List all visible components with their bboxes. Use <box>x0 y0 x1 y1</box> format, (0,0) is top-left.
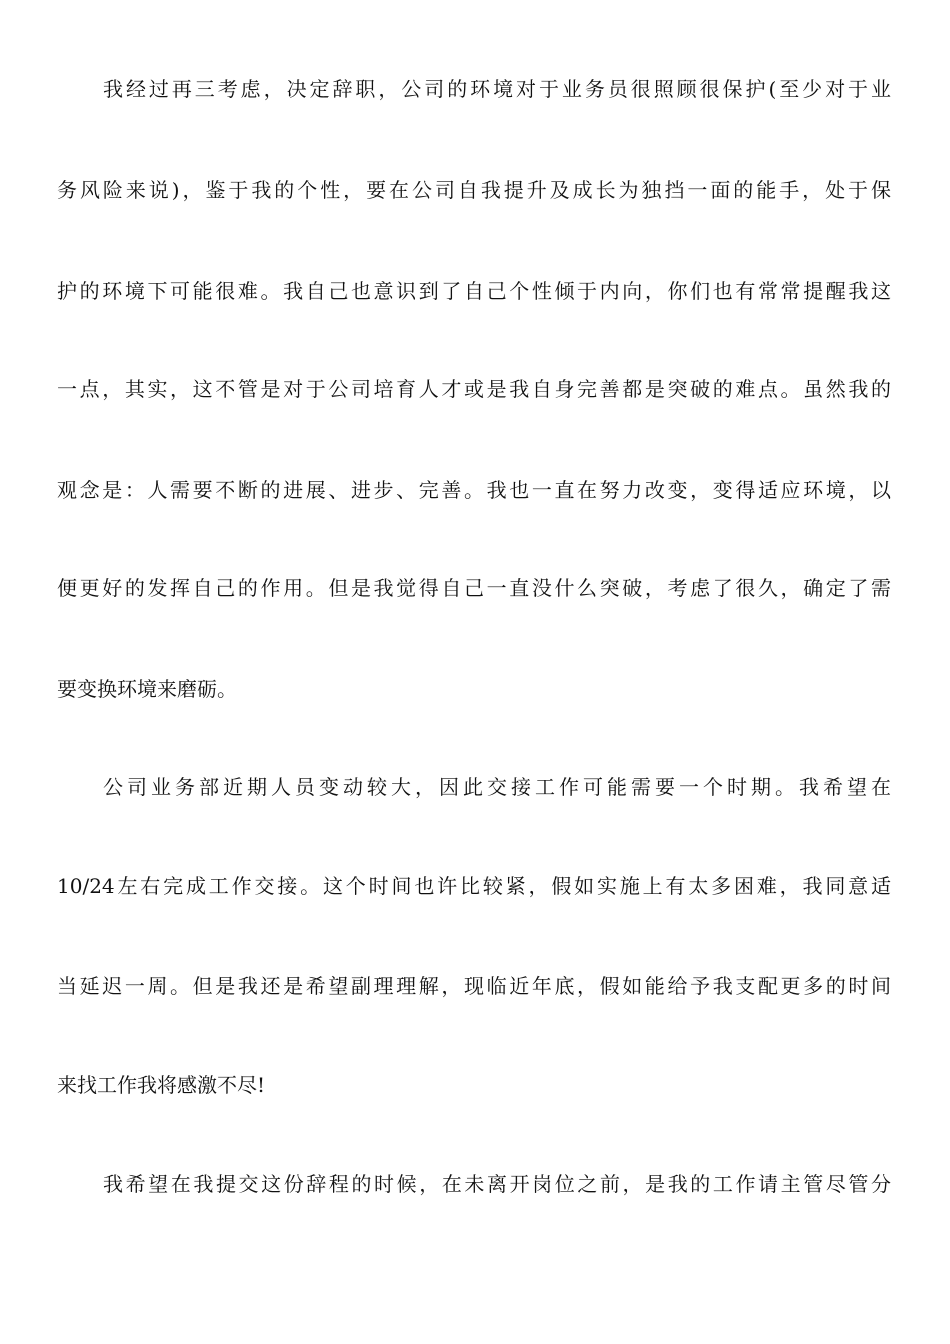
paragraph-2-line-4: 来找工作我将感激不尽! <box>57 1073 266 1097</box>
paragraph-2-line-3: 当延迟一周。但是我还是希望副理理解，现临近年底，假如能给予我支配更多的时间 <box>57 974 891 998</box>
paragraph-1-line-6: 便更好的发挥自己的作用。但是我觉得自己一直没什么突破，考虑了很久，确定了需 <box>57 576 891 600</box>
paragraph-1-line-3: 护的环境下可能很难。我自己也意识到了自己个性倾于内向，你们也有常常提醒我这 <box>57 279 891 303</box>
paragraph-2-line-2: 10/24左右完成工作交接。这个时间也许比较紧，假如实施上有太多困难，我同意适 <box>57 874 891 898</box>
paragraph-1-line-1: 我经过再三考虑，决定辞职，公司的环境对于业务员很照顾很保护(至少对于业 <box>103 77 891 101</box>
paragraph-1-line-7: 要变换环境来磨砺。 <box>57 677 237 701</box>
paragraph-1-line-2: 务风险来说)，鉴于我的个性，要在公司自我提升及成长为独挡一面的能手，处于保 <box>57 178 891 202</box>
paragraph-1-line-4: 一点，其实，这不管是对于公司培育人才或是我自身完善都是突破的难点。虽然我的 <box>57 377 891 401</box>
paragraph-1-line-5: 观念是：人需要不断的进展、进步、完善。我也一直在努力改变，变得适应环境，以 <box>57 478 891 502</box>
paragraph-2-line-1: 公司业务部近期人员变动较大，因此交接工作可能需要一个时期。我希望在 <box>103 775 891 799</box>
paragraph-3-line-1: 我希望在我提交这份辞程的时候，在未离开岗位之前，是我的工作请主管尽管分 <box>103 1172 891 1196</box>
